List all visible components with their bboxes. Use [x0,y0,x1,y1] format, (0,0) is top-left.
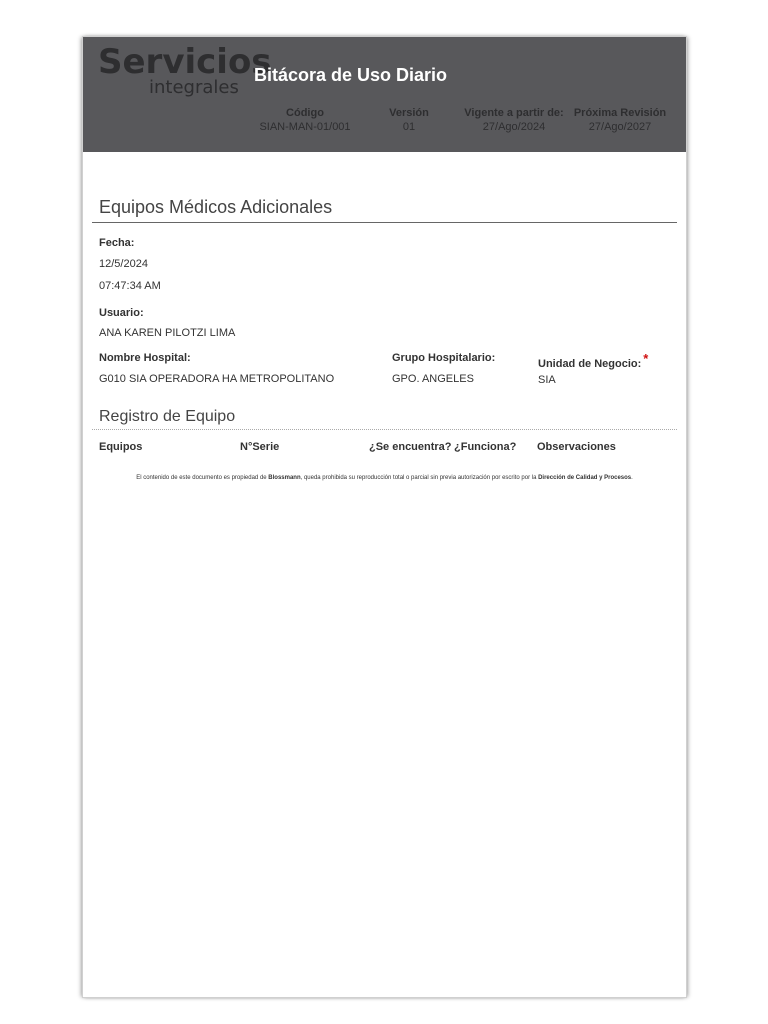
registro-divider [92,429,677,430]
footer-text-3: . [631,475,633,481]
footer-disclaimer [83,475,686,481]
column-header-observaciones: Observaciones [537,441,616,453]
meta-vigente [461,107,567,133]
column-header-serie: N°Serie [240,441,280,453]
fecha-label: Fecha: [99,237,135,249]
grupo-value[interactable]: GPO. ANGELES [392,373,474,385]
section-divider [92,222,677,223]
unidad-value[interactable]: SIA [538,374,556,386]
meta-vigente-label: Vigente a partir de: [464,107,564,119]
usuario-value[interactable]: ANA KAREN PILOTZI LIMA [99,327,236,339]
meta-vigente-value: 27/Ago/2024 [482,121,546,133]
meta-revision-label: Próxima Revisión [573,107,667,119]
document-title: Bitácora de Uso Diario [254,65,448,85]
meta-version-label: Versión [389,107,429,119]
column-header-funciona: ¿Funciona? [454,441,517,453]
usuario-label: Usuario: [99,307,144,319]
logo: Servicios [98,42,272,82]
logo-subtitle: integrales [149,77,239,98]
hospital-label: Nombre Hospital: [99,352,191,364]
section-title-registro: Registro de Equipo [99,408,236,425]
required-marker: * [643,351,649,366]
column-header-se-encuentra: ¿Se encuentra? [369,441,452,453]
column-header-equipos: Equipos [99,441,143,453]
fecha-time[interactable]: 07:47:34 AM [99,280,161,292]
hospital-value[interactable]: G010 SIA OPERADORA HA METROPOLITANO [99,373,335,385]
footer-text-1: El contenido de este documento es propiedad de [136,475,269,481]
fecha-date[interactable]: 12/5/2024 [99,258,148,270]
document-header [83,37,686,152]
meta-revision [570,107,670,133]
meta-version-value: 01 [402,121,416,133]
unidad-label-text: Unidad de Negocio: [538,358,642,370]
meta-version [379,107,439,133]
footer-company: Blossmann [268,475,301,481]
meta-codigo-label: Código [286,107,324,119]
meta-codigo [255,107,355,133]
meta-codigo-value: SIAN-MAN-01/001 [259,121,351,133]
unidad-label [538,351,649,370]
footer-department: Dirección de Calidad y Procesos [538,475,632,481]
document-page [83,37,686,997]
footer-text-2: , queda prohibida su reproducción total o parcial sin previa autorización por escrito por la [300,475,539,481]
section-title-equipos: Equipos Médicos Adicionales [99,197,333,217]
meta-revision-value: 27/Ago/2027 [588,121,652,133]
grupo-label: Grupo Hospitalario: [392,352,496,364]
